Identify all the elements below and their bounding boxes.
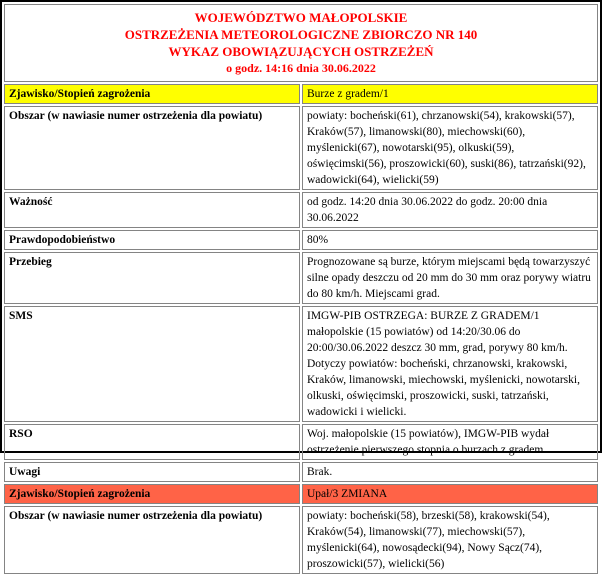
row-label: Obszar (w nawiasie numer ostrzeżenia dla powiatu) [4,106,300,190]
row-value: powiaty: bocheński(58), brzeski(58), krakowski(54), Kraków(54), limanowski(77), miechowski(57), myślenicki(64), nowosądecki(94), Nowy Sącz(74), proszowicki(57), wielicki(56) [302,506,598,574]
row-label: Uwagi [4,462,300,482]
warnings-table [2,2,600,576]
row-area-1 [4,106,598,190]
row-phenomenon-1 [4,84,598,104]
row-course-1 [4,252,598,304]
row-label: SMS [4,306,300,422]
row-value: Burze z gradem/1 [302,84,598,104]
row-remarks-1 [4,462,598,482]
row-label: Przebieg [4,252,300,304]
row-value: Prognozowane są burze, którym miejscami będą towarzyszyć silne opady deszczu od 20 mm do 30 mm oraz porywy wiatru do 80 km/h. Miejscami grad. [302,252,598,304]
bulletin-header [4,4,598,82]
table-header-row [4,4,598,82]
row-area-2 [4,506,598,574]
row-value: IMGW-PIB OSTRZEGA: BURZE Z GRADEM/1 małopolskie (15 powiatów) od 14:20/30.06 do 20:00/30.06.2022 deszcz 30 mm, grad, porywy 80 km/h. Dotyczy powiatów: bocheński, chrzanowski, krakowski, Kraków, limanowski, miechowski, myślenicki, nowotarski, olkuski, oświęcimski, proszowicki, suski, tatrzański, wadowicki i wielicki. [302,306,598,422]
row-value: Upał/3 ZMIANA [302,484,598,504]
row-value: 80% [302,230,598,250]
row-validity-1 [4,192,598,228]
issue-time: o godz. 14:16 dnia 30.06.2022 [226,61,376,75]
row-value: od godz. 14:20 dnia 30.06.2022 do godz. 20:00 dnia 30.06.2022 [302,192,598,228]
voivodeship-title: WOJEWÓDZTWO MAŁOPOLSKIE [194,10,408,25]
row-label: Ważność [4,192,300,228]
row-probability-1 [4,230,598,250]
row-phenomenon-2 [4,484,598,504]
bulletin-title: OSTRZEŻENIA METEOROLOGICZNE ZBIORCZO NR 140 [124,27,478,42]
row-value: Brak. [302,462,598,482]
row-label: Zjawisko/Stopień zagrożenia [4,484,300,504]
row-label: Prawdopodobieństwo [4,230,300,250]
bulletin-subtitle: WYKAZ OBOWIĄZUJĄCYCH OSTRZEŻEŃ [168,44,434,59]
row-sms-1 [4,306,598,422]
row-value: powiaty: bocheński(61), chrzanowski(54), krakowski(57), Kraków(57), limanowski(80), miechowski(60), myślenicki(67), nowotarski(95), olkuski(59), oświęcimski(56), proszowicki(60), suski(86), tatrzański(92), wadowicki(64), wielicki(59) [302,106,598,190]
row-label: Obszar (w nawiasie numer ostrzeżenia dla powiatu) [4,506,300,574]
row-value: Woj. małopolskie (15 powiatów), IMGW-PIB wydał ostrzeżenie pierwszego stopnia o burzach z gradem [302,424,598,460]
row-rso-1 [4,424,598,460]
row-label: RSO [4,424,300,460]
row-label: Zjawisko/Stopień zagrożenia [4,84,300,104]
